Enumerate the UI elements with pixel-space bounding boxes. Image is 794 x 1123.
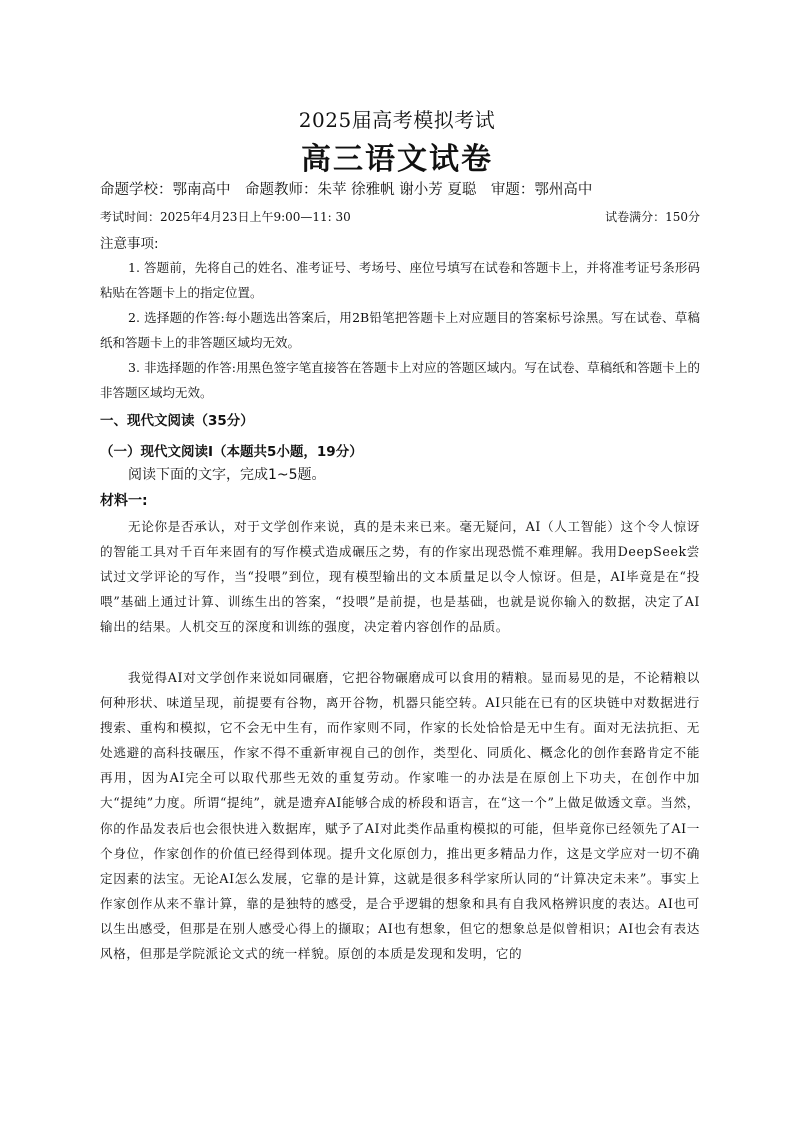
material-paragraph: 我觉得AI对文学创作来说如同碾磨，它把谷物碾磨成可以食用的精粮。显而易见的是，不论精粮以何种形状、味道呈现，前提要有谷物，离开谷物，机器只能空转。AI只能在已有的区块链中对数据进行搜索、重构和模拟，它不会无中生有，而作家则不同，作家的长处恰恰是无中生有。面对无法抗拒、无处逃避的高科技碾压，作家不得不重新审视自己的创作，类型化、同质化、概念化的创作套路肯定不能再用，因为AI完全可以取代那些无效的重复劳动。作家唯一的办法是在原创上下功夫，在创作中加大“提纯”力度。所谓“提纯”，就是遗弃AI能够合成的桥段和语言，在“这一个”上做足做透文章。当然，你的作品发表后也会很快进入数据库，赋予了AI对此类作品重构模拟的可能，但毕竟你已经领先了AI一个身位，作家创作的价值已经得到体现。提升文化原创力，推出更多精品力作，这是文学应对一切不确定因素的法宝。无论AI怎么发展，它靠的是计算，这就是很多科学家所认同的“计算决定未来”。事实上作家创作从来不靠计算，靠的是独特的感受，是合乎逻辑的想象和具有自我风格辨识度的表达。AI也可以生出感受，但那是在别人感受心得上的撷取；AI也有想象，但它的想象总是似曾相识；AI也会有表达风格，但那是学院派论文式的统一样貌。原创的本质是发现和发明，它的 xyxy=(100,670,700,962)
notes-title: 注意事项: xyxy=(100,236,159,252)
full-score: 试卷满分：150分 xyxy=(605,210,700,224)
credits-line: 命题学校：鄂南高中 命题教师：朱苹 徐雅帆 谢小芳 夏聪 审题：鄂州高中 xyxy=(100,182,593,198)
paper-title: 高三语文试卷 xyxy=(301,142,493,177)
section-subtitle: （一）现代文阅读Ⅰ（本题共5小题，19分） xyxy=(100,444,363,460)
material-title: 材料一: xyxy=(100,493,148,509)
note-item: 2. 选择题的作答:每小题选出答案后，用2B铅笔把答题卡上对应题目的答案标号涂黑。写在试卷、草稿纸和答题卡上的非答题区域均无效。 xyxy=(100,310,700,350)
note-item: 1. 答题前，先将自己的姓名、准考证号、考场号、座位号填写在试卷和答题卡上，并将准考证号条形码粘贴在答题卡上的指定位置。 xyxy=(100,260,700,300)
exam-title: 2025届高考模拟考试 xyxy=(298,108,496,132)
section-title: 一、现代文阅读（35分） xyxy=(100,413,254,429)
note-item: 3. 非选择题的作答:用黑色签字笔直接答在答题卡上对应的答题区域内。写在试卷、草稿纸和答题卡上的非答题区域均无效。 xyxy=(100,360,700,400)
exam-time: 考试时间：2025年4月23日上午9:00—11: 30 xyxy=(100,210,351,224)
reading-instruction: 阅读下面的文字，完成1~5题。 xyxy=(128,467,326,483)
material-paragraph: 无论你是否承认，对于文学创作来说，真的是未来已来。毫无疑问，AI（人工智能）这个令人惊讶的智能工具对千百年来固有的写作模式造成碾压之势，有的作家出现恐慌不难理解。我用DeepSeek尝试过文学评论的写作，当“投喂”到位，现有模型输出的文本质量足以令人惊讶。但是，AI毕竟是在“投喂”基础上通过计算、训练生出的答案，“投喂”是前提，也是基础，也就是说你输入的数据，决定了AI输出的结果。人机交互的深度和训练的强度，决定着内容创作的品质。 xyxy=(100,519,700,635)
